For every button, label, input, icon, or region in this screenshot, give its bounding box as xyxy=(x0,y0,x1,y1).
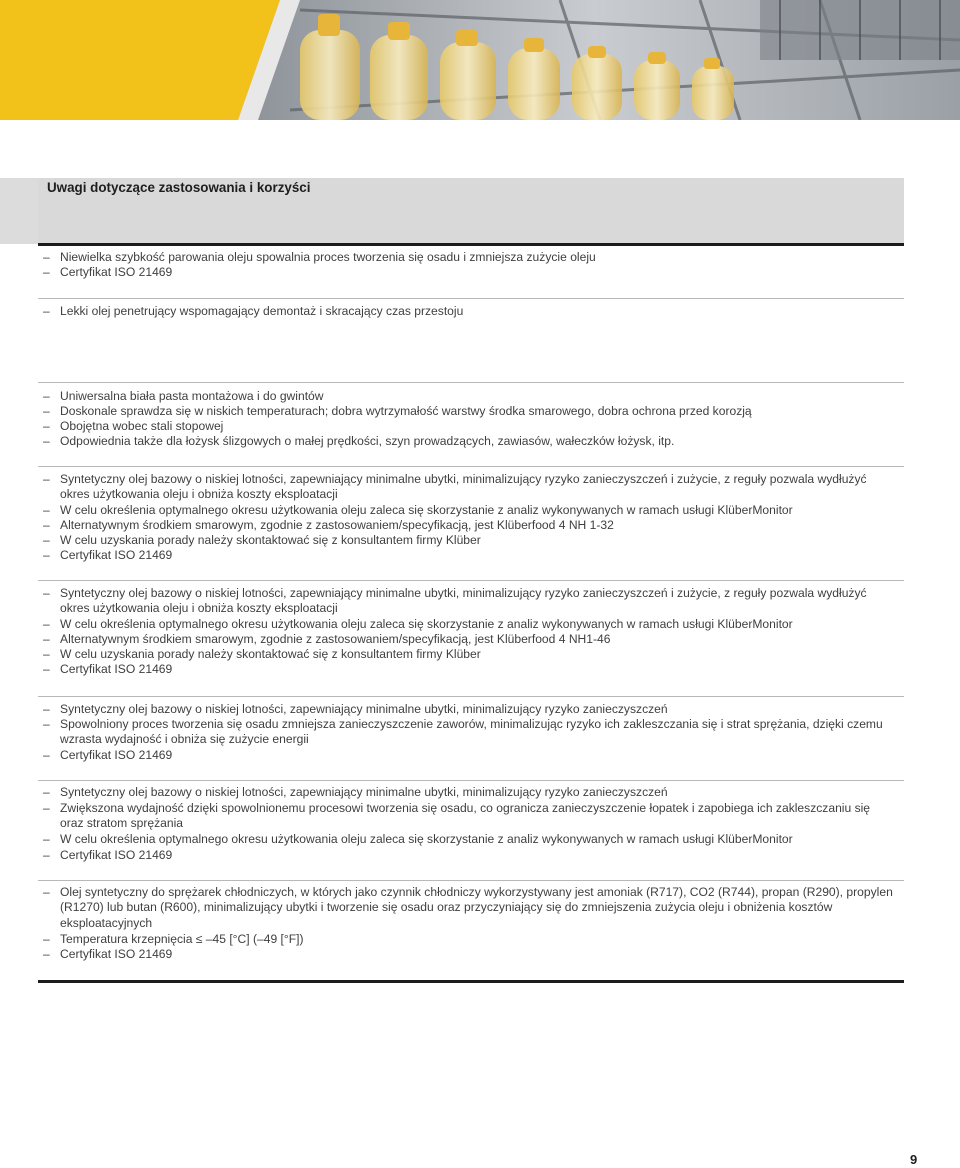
list-item: – W celu określenia optymalnego okresu użytkowania oleju zaleca się skorzystanie z analiz wykonywanych w ramach usługi KlüberMonitor xyxy=(43,617,793,631)
list-item: – Syntetyczny olej bazowy o niskiej lotności, zapewniający minimalne ubytki, minimalizujący ryzyko zanieczyszczeń xyxy=(43,785,668,799)
list-item: – Certyfikat ISO 21469 xyxy=(43,947,173,961)
row-divider xyxy=(38,580,904,581)
list-item: – W celu określenia optymalnego okresu użytkowania oleju zaleca się skorzystanie z analiz wykonywanych w ramach usługi KlüberMonitor xyxy=(43,503,793,517)
dash-bullet: – xyxy=(43,932,50,946)
list-item: – Certyfikat ISO 21469 xyxy=(43,848,173,862)
list-item: – Zwiększona wydajność dzięki spowolnionemu procesowi tworzenia się osadu, co ogranicza zanieczyszczenie łopatek i zapobiega ich zakleszczaniu się oraz stratom sprężania xyxy=(43,801,871,831)
dash-bullet: – xyxy=(43,748,50,762)
page-number: 9 xyxy=(910,1152,918,1167)
dash-bullet: – xyxy=(43,250,50,264)
dash-bullet: – xyxy=(43,389,50,403)
list-item: – Niewielka szybkość parowania oleju spowalnia proces tworzenia się osadu i zmniejsza zużycie oleju xyxy=(43,250,596,264)
dash-bullet: – xyxy=(43,419,50,433)
row-divider xyxy=(38,382,904,383)
list-item: – Syntetyczny olej bazowy o niskiej lotności, zapewniający minimalne ubytki, minimalizujący ryzyko zanieczyszczeń i zużycie, z reguły pozwala wydłużyć okres użytkowania oleju i obniża koszty eksploatacji xyxy=(43,586,867,616)
list-item: – W celu uzyskania porady należy skontaktować się z konsultantem firmy Klüber xyxy=(43,533,481,547)
list-item: – Syntetyczny olej bazowy o niskiej lotności, zapewniający minimalne ubytki, minimalizujący ryzyko zanieczyszczeń xyxy=(43,702,668,716)
list-item: – Certyfikat ISO 21469 xyxy=(43,748,173,762)
list-item: – W celu określenia optymalnego okresu użytkowania oleju zaleca się skorzystanie z analiz wykonywanych w ramach usługi KlüberMonitor xyxy=(43,832,793,846)
dash-bullet: – xyxy=(43,617,50,631)
dash-bullet: – xyxy=(43,265,50,279)
list-item: – Certyfikat ISO 21469 xyxy=(43,548,173,562)
list-item: – Doskonale sprawdza się w niskich temperaturach; dobra wytrzymałość warstwy środka smarowego, dobra ochrona przed korozją xyxy=(43,404,752,418)
dash-bullet: – xyxy=(43,785,50,799)
dash-bullet: – xyxy=(43,702,50,716)
list-item: – Uniwersalna biała pasta montażowa i do gwintów xyxy=(43,389,324,403)
dash-bullet: – xyxy=(43,801,50,815)
list-item: – Syntetyczny olej bazowy o niskiej lotności, zapewniający minimalne ubytki, minimalizujący ryzyko zanieczyszczeń i zużycie, z reguły pozwala wydłużyć okres użytkowania oleju i obniża koszty eksploatacji xyxy=(43,472,867,502)
dash-bullet: – xyxy=(43,518,50,532)
dash-bullet: – xyxy=(43,533,50,547)
dash-bullet: – xyxy=(43,632,50,646)
header-rule xyxy=(38,243,904,246)
list-item: – Odpowiednia także dla łożysk ślizgowych o małej prędkości, szyn prowadzących, zawiasów, wałeczków łożysk, itp. xyxy=(43,434,675,448)
dash-bullet: – xyxy=(43,947,50,961)
list-item: – Temperatura krzepnięcia ≤ –45 [°C] (–49 [°F]) xyxy=(43,932,304,946)
dash-bullet: – xyxy=(43,885,50,899)
header-left-band xyxy=(0,178,38,244)
list-item: – Certyfikat ISO 21469 xyxy=(43,265,173,279)
dash-bullet: – xyxy=(43,647,50,661)
list-item: – Olej syntetyczny do sprężarek chłodniczych, w których jako czynnik chłodniczy wykorzystywany jest amoniak (R717), CO2 (R744), propan (R290), propylen (R1270) lub butan (R600), minimalizujący ubytki i tworzenie się osadu oraz przyczyniający się do zmniejszenia zużycia oleju i obniżenia kosztów eksploatacyjnych xyxy=(43,885,893,930)
section-title: Uwagi dotyczące zastosowania i korzyści xyxy=(47,180,311,195)
list-item: – Spowolniony proces tworzenia się osadu zmniejsza zanieczyszczenie zaworów, minimalizując ryzyko ich zakleszczania się i strat sprężania, dzięki czemu wzrasta wydajność i obniża się zużycie energii xyxy=(43,717,883,747)
list-item: – Alternatywnym środkiem smarowym, zgodnie z zastosowaniem/specyfikacją, jest Klüberfood 4 NH1-46 xyxy=(43,632,611,646)
list-item: – Obojętna wobec stali stopowej xyxy=(43,419,224,433)
dash-bullet: – xyxy=(43,662,50,676)
dash-bullet: – xyxy=(43,548,50,562)
list-item: – Alternatywnym środkiem smarowym, zgodnie z zastosowaniem/specyfikacją, jest Klüberfood 4 NH 1-32 xyxy=(43,518,614,532)
list-item: – Lekki olej penetrujący wspomagający demontaż i skracający czas przestoju xyxy=(43,304,464,318)
dash-bullet: – xyxy=(43,404,50,418)
table-header xyxy=(0,178,960,244)
row-divider xyxy=(38,466,904,467)
dash-bullet: – xyxy=(43,586,50,600)
dash-bullet: – xyxy=(43,304,50,318)
dash-bullet: – xyxy=(43,503,50,517)
dash-bullet: – xyxy=(43,848,50,862)
list-item: – Certyfikat ISO 21469 xyxy=(43,662,173,676)
row-divider xyxy=(38,298,904,299)
list-item: – W celu uzyskania porady należy skontaktować się z konsultantem firmy Klüber xyxy=(43,647,481,661)
row-divider xyxy=(38,696,904,697)
dash-bullet: – xyxy=(43,472,50,486)
table-bottom-rule xyxy=(38,980,904,983)
dash-bullet: – xyxy=(43,832,50,846)
dash-bullet: – xyxy=(43,717,50,731)
row-divider xyxy=(38,780,904,781)
row-divider xyxy=(38,880,904,881)
dash-bullet: – xyxy=(43,434,50,448)
header-photo-bottling-line xyxy=(0,0,960,120)
